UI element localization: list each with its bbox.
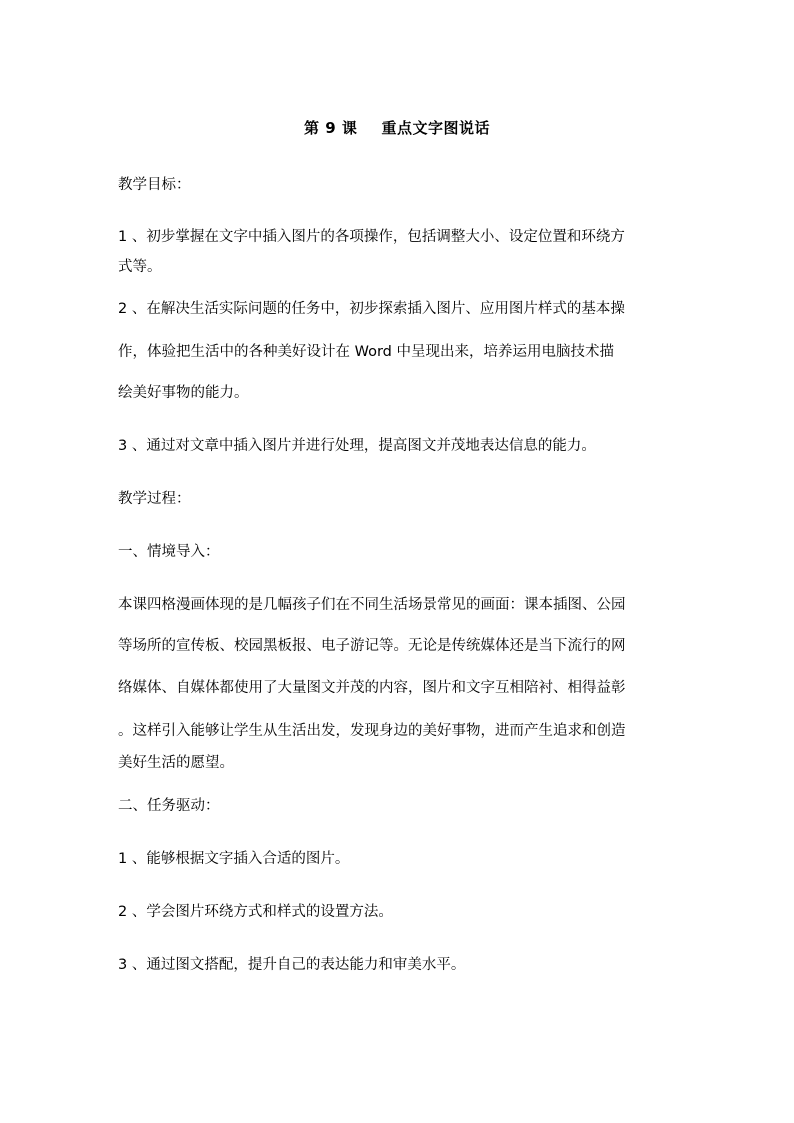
heading-teaching-goals: 教学目标： xyxy=(118,177,191,193)
goal-1-line-2: 式等。 xyxy=(118,259,162,275)
goal-1-line-1: 1 、初步掌握在文字中插入图片的各项操作，包括调整大小、设定位置和环绕方 xyxy=(118,229,625,245)
heading-scenario-intro: 一、情境导入： xyxy=(118,544,220,560)
intro-paragraph-line-4: 。这样引入能够让学生从生活出发，发现身边的美好事物，进而产生追求和创造 xyxy=(118,723,626,739)
lesson-number: 第 9 课 xyxy=(304,119,358,137)
lesson-title xyxy=(0,116,794,140)
task-3: 3 、通过图文搭配，提升自己的表达能力和审美水平。 xyxy=(118,957,466,973)
lesson-name: 重点文字图说话 xyxy=(381,119,490,137)
task-2: 2 、学会图片环绕方式和样式的设置方法。 xyxy=(118,904,393,920)
intro-paragraph-line-2: 等场所的宣传板、校园黑板报、电子游记等。无论是传统媒体还是当下流行的网 xyxy=(118,638,626,654)
goal-2-line-1: 2 、在解决生活实际问题的任务中，初步探索插入图片、应用图片样式的基本操 xyxy=(118,301,625,317)
goal-3: 3 、通过对文章中插入图片并进行处理，提高图文并茂地表达信息的能力。 xyxy=(118,438,596,454)
goal-2-line-2: 作，体验把生活中的各种美好设计在 Word 中呈现出来，培养运用电脑技术描 xyxy=(118,344,614,360)
intro-paragraph-line-5: 美好生活的愿望。 xyxy=(118,755,234,771)
heading-task-driven: 二、任务驱动： xyxy=(118,798,220,814)
heading-teaching-process: 教学过程： xyxy=(118,491,191,507)
goal-2-line-3: 绘美好事物的能力。 xyxy=(118,385,249,401)
intro-paragraph-line-1: 本课四格漫画体现的是几幅孩子们在不同生活场景常见的画面：课本插图、公园 xyxy=(118,597,626,613)
intro-paragraph-line-3: 络媒体、自媒体都使用了大量图文并茂的内容，图片和文字互相陪衬、相得益彰 xyxy=(118,680,626,696)
task-1: 1 、能够根据文字插入合适的图片。 xyxy=(118,851,350,867)
